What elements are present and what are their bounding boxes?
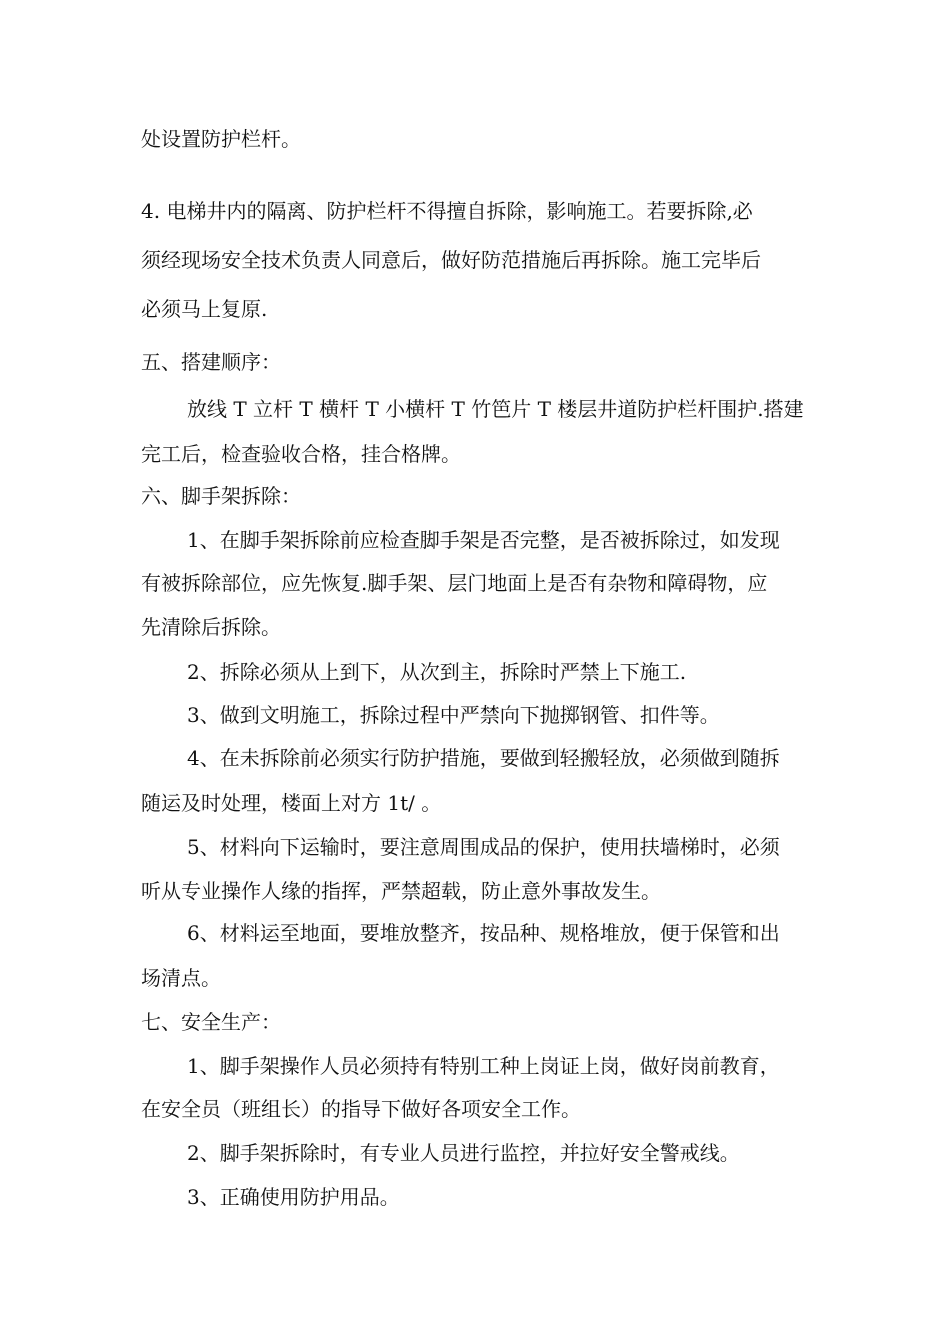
section-5-line-2: 完工后，检查验收合格，挂合格牌。 xyxy=(141,442,461,466)
section-6-item-4-line-1: 4、在未拆除前必须实行防护措施，要做到轻搬轻放，必须做到随拆 xyxy=(187,746,780,770)
section-6-item-1-line-2: 有被拆除部位，应先恢复.脚手架、层门地面上是否有杂物和障碍物，应 xyxy=(141,571,768,595)
section-6-item-6-line-2: 场清点。 xyxy=(141,966,221,990)
section-5-line-1: 放线 T 立杆 T 横杆 T 小横杆 T 竹笆片 T 楼层井道防护栏杆围护.搭建 xyxy=(187,397,804,421)
section-heading-6: 六、脚手架拆除： xyxy=(141,484,301,508)
section-6-item-1-line-1: 1、在脚手架拆除前应检查脚手架是否完整，是否被拆除过，如发现 xyxy=(187,528,780,552)
section-6-item-2: 2、拆除必须从上到下，从次到主，拆除时严禁上下施工. xyxy=(187,660,687,684)
section-6-item-1-line-3: 先清除后拆除。 xyxy=(141,615,281,639)
section-6-item-6-line-1: 6、材料运至地面，要堆放整齐，按品种、规格堆放，便于保管和出 xyxy=(187,921,780,945)
section-7-item-3: 3、正确使用防护用品。 xyxy=(187,1185,400,1209)
item-4-line-3: 必须马上复原. xyxy=(141,297,268,321)
item-4-line-1: 4. 电梯井内的隔离、防护栏杆不得擅自拆除，影响施工。若要拆除,必 xyxy=(141,199,753,223)
section-7-item-2: 2、脚手架拆除时，有专业人员进行监控，并拉好安全警戒线。 xyxy=(187,1141,740,1165)
item-4-line-2: 须经现场安全技术负责人同意后，做好防范措施后再拆除。施工完毕后 xyxy=(141,248,761,272)
section-7-item-1-line-1: 1、脚手架操作人员必须持有特别工种上岗证上岗，做好岗前教育， xyxy=(187,1054,780,1078)
section-6-item-3: 3、做到文明施工，拆除过程中严禁向下抛掷钢管、扣件等。 xyxy=(187,703,720,727)
section-heading-5: 五、搭建顺序： xyxy=(141,350,281,374)
section-7-item-1-line-2: 在安全员（班组长）的指导下做好各项安全工作。 xyxy=(141,1097,581,1121)
section-6-item-4-line-2: 随运及时处理，楼面上对方 1t/ 。 xyxy=(141,791,442,815)
section-6-item-5-line-2: 听从专业操作人缘的指挥，严禁超载，防止意外事故发生。 xyxy=(141,879,661,903)
section-heading-7: 七、安全生产： xyxy=(141,1010,281,1034)
text-line-1: 处设置防护栏杆。 xyxy=(141,127,301,151)
section-6-item-5-line-1: 5、材料向下运输时，要注意周围成品的保护，使用扶墙梯时，必须 xyxy=(187,835,780,859)
